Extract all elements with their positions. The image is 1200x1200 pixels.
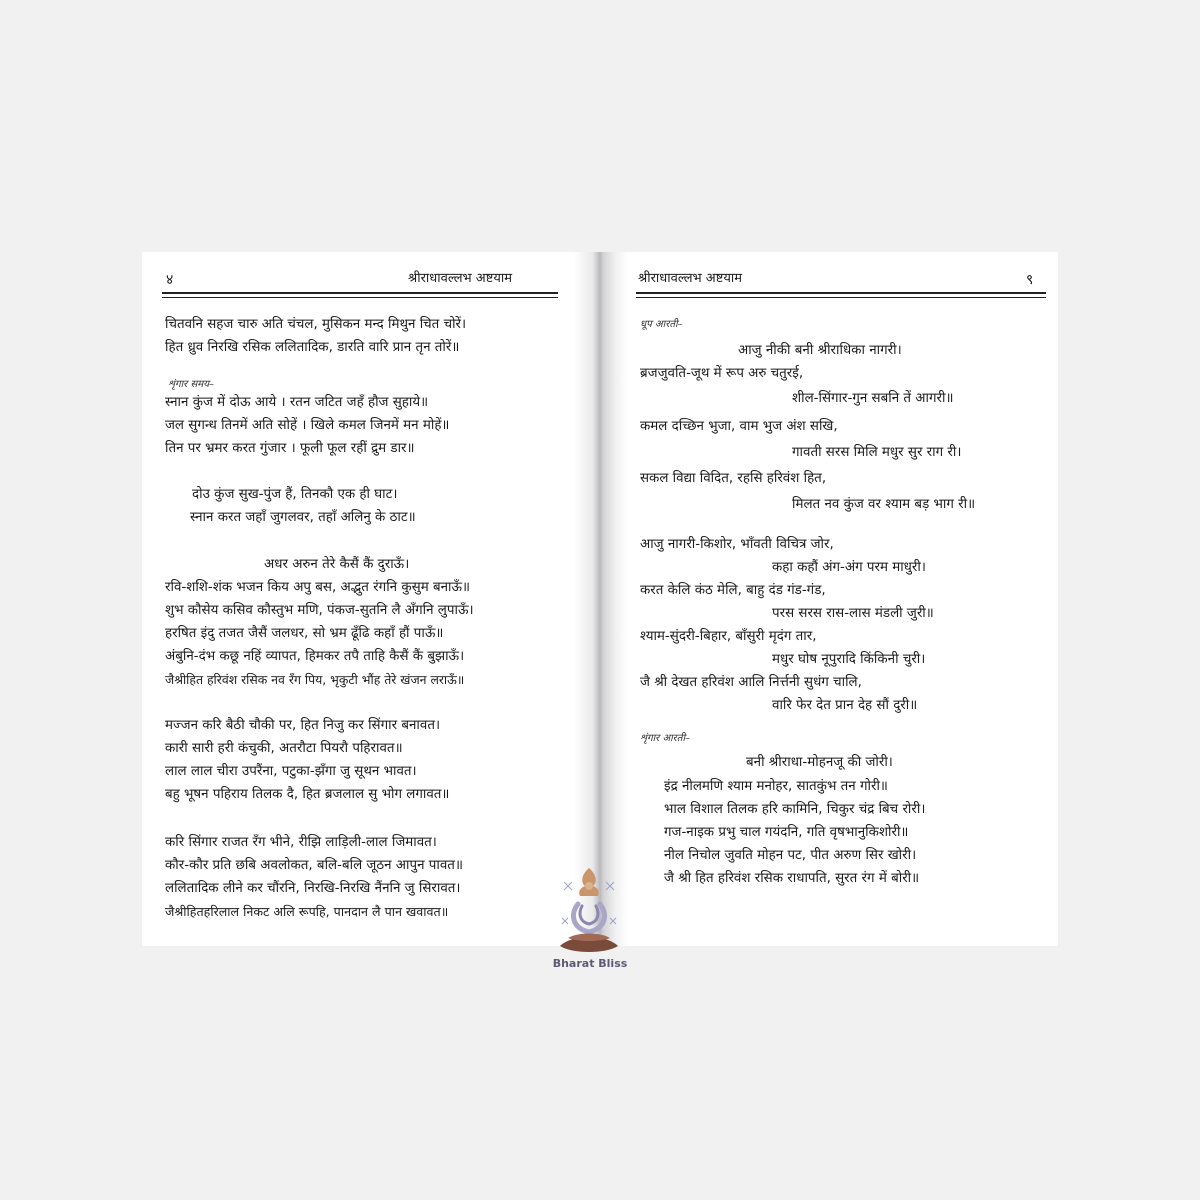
verse-line: ब्रजजुवति-जूथ में रूप अरु चतुरई,: [640, 366, 804, 381]
verse-line: श्याम-सुंदरी-बिहार, बाँसुरी मृदंग तार,: [640, 629, 817, 644]
verse-line: हित ध्रुव निरखि रसिक ललितादिक, डारति वारि प्रान तृन तोरें॥: [165, 340, 460, 355]
doha-line: दोउ कुंज सुख-पुंज हैं, तिनकौ एक ही घाट।: [192, 487, 398, 502]
verse-line: वारि फेर देत प्रान देह सौं दुरी॥: [772, 698, 918, 713]
verse-line: करत केलि कंठ मेलि, बाहु दंड गंड-गंड,: [640, 583, 826, 598]
verse-line: जै श्री हित हरिवंश रसिक राधापति, सुरत रंग में बोरी॥: [664, 871, 920, 886]
page-number: ९: [1026, 272, 1034, 288]
verse-line: कमल दच्छिन भुजा, वाम भुज अंश सखि,: [640, 419, 838, 434]
verse-line: चितवनि सहज चारु अति चंचल, मुसिकन मन्द मिथुन चित चोरें।: [165, 317, 467, 332]
verse-line: जैश्रीहितहरिलाल निकट अलि रूपहि, पानदान लै पान खवावत॥: [165, 904, 449, 919]
header-rule: [636, 292, 1046, 294]
verse-line: तिन पर भ्रमर करत गुंजार । फूली फूल रहीं द्रुम डार॥: [165, 441, 415, 456]
verse-line: परस सरस रास-लास मंडली जुरी॥: [772, 606, 934, 621]
verse-line: स्नान कुंज में दोऊ आये । रतन जटित जहँ हौज सुहाये॥: [165, 395, 429, 410]
verse-line: कौर-कौर प्रति छबि अवलोकत, बलि-बलि जूठन आपुन पावत॥: [165, 858, 463, 873]
verse-line: रवि-शशि-शंक भजन किय अपु बस, अद्भुत रंगनि कुसुम बनाऊँ॥: [165, 580, 471, 595]
verse-line: शील-सिंगार-गुन सबनि तें आगरी॥: [792, 391, 954, 406]
header-rule: [636, 297, 1046, 298]
verse-line: कहा कहौं अंग-अंग परम माधुरी।: [772, 560, 926, 575]
verse-line: गावती सरस मिलि मधुर सुर राग री।: [792, 445, 962, 460]
running-head: श्रीराधावल्लभ अष्टयाम: [408, 271, 512, 286]
book-gutter: [574, 252, 628, 946]
section-label: धूप आरती–: [640, 319, 683, 330]
header-rule: [162, 297, 558, 298]
right-page: [628, 252, 1058, 946]
doha-line: स्नान करत जहाँ जुगलवर, तहाँ अलिनु के ठाट॥: [190, 510, 416, 525]
verse-line: मज्जन करि बैठी चौकी पर, हित निजु कर सिंगार बनावत।: [165, 718, 441, 733]
section-label: शृंगार समय–: [168, 379, 214, 390]
meditating-figure-logo-icon: [556, 862, 622, 972]
verse-line: जल सुगन्ध तिनमें अति सोहें । खिले कमल जिनमें मन मोहें॥: [165, 418, 450, 433]
verse-line: मधुर घोष नूपुरादि किंकिनी चुरी।: [772, 652, 926, 667]
verse-line: बहु भूषन पहिराय तिलक दै, हित ब्रजलाल सु भोग लगावत॥: [165, 787, 450, 802]
aarti-title: आजु नीकी बनी श्रीराधिका नागरी।: [738, 343, 902, 358]
verse-line: गज-नाइक प्रभु चाल गयंदनि, गति वृषभानुकिशोरी॥: [664, 825, 909, 840]
verse-line: भाल विशाल तिलक हरि कामिनि, चिकुर चंद्र बिच रोरी।: [664, 802, 926, 817]
verse-line: मिलत नव कुंज वर श्याम बड़ भाग री॥: [792, 497, 976, 512]
page-number: ४: [166, 272, 174, 288]
verse-line: सकल विद्या विदित, रहसि हरिवंश हित,: [640, 471, 827, 486]
verse-line: कारी सारी हरी कंचुकी, अतरौटा पियरौ पहिरावत॥: [165, 741, 403, 756]
pad-title: अधर अरुन तेरे कैसैं कैं दुराऊँ।: [264, 557, 410, 572]
verse-line: ललितादिक लीने कर चौंरनि, निरखि-निरखि नैंननि जु सिरावत।: [165, 881, 461, 896]
book-spread: [142, 252, 1058, 946]
verse-line: लाल लाल चीरा उपरैंना, पटुका-झँगा जु सूथन भावत।: [165, 764, 417, 779]
verse-line: अंबुनि-दंभ कछू नहिं व्यापत, हिमकर तपै ताहि कैसैं कैं बुझाऊँ।: [165, 649, 465, 664]
verse-line: हरषित इंदु तजत जैसैं जलधर, सो भ्रम ढूँढि कहाँ हौं पाऊँ॥: [165, 626, 444, 641]
left-page: [142, 252, 574, 946]
aarti-title: बनी श्रीराधा-मोहनजू की जोरी।: [746, 755, 893, 770]
verse-line: आजु नागरी-किशोर, भाँवती विचित्र जोर,: [640, 537, 834, 552]
verse-line: करि सिंगार राजत रँग भीने, रीझि लाड़िली-लाल जिमावत।: [165, 835, 437, 850]
verse-line: जैश्रीहित हरिवंश रसिक नव रँग पिय, भृकुटी भौंह तेरे खंजन लराऊँ॥: [165, 672, 465, 687]
verse-line: शुभ कौसेय कसिव कौस्तुभ मणि, पंकज-सुतनि लै अँगनि लुपाऊँ।: [165, 603, 474, 618]
watermark-brand: Bharat Bliss: [552, 957, 628, 970]
verse-line: इंद्र नीलमणि श्याम मनोहर, सातकुंभ तन गोरी॥: [664, 779, 888, 794]
section-label: शृंगार आरती–: [640, 733, 691, 744]
verse-line: नील निचोल जुवति मोहन पट, पीत अरुण सिर खोरी।: [664, 848, 917, 863]
running-head: श्रीराधावल्लभ अष्टयाम: [638, 271, 742, 286]
verse-line: जै श्री देखत हरिवंश आलि निर्त्तनी सुधंग चालि,: [640, 675, 862, 690]
header-rule: [162, 292, 558, 294]
